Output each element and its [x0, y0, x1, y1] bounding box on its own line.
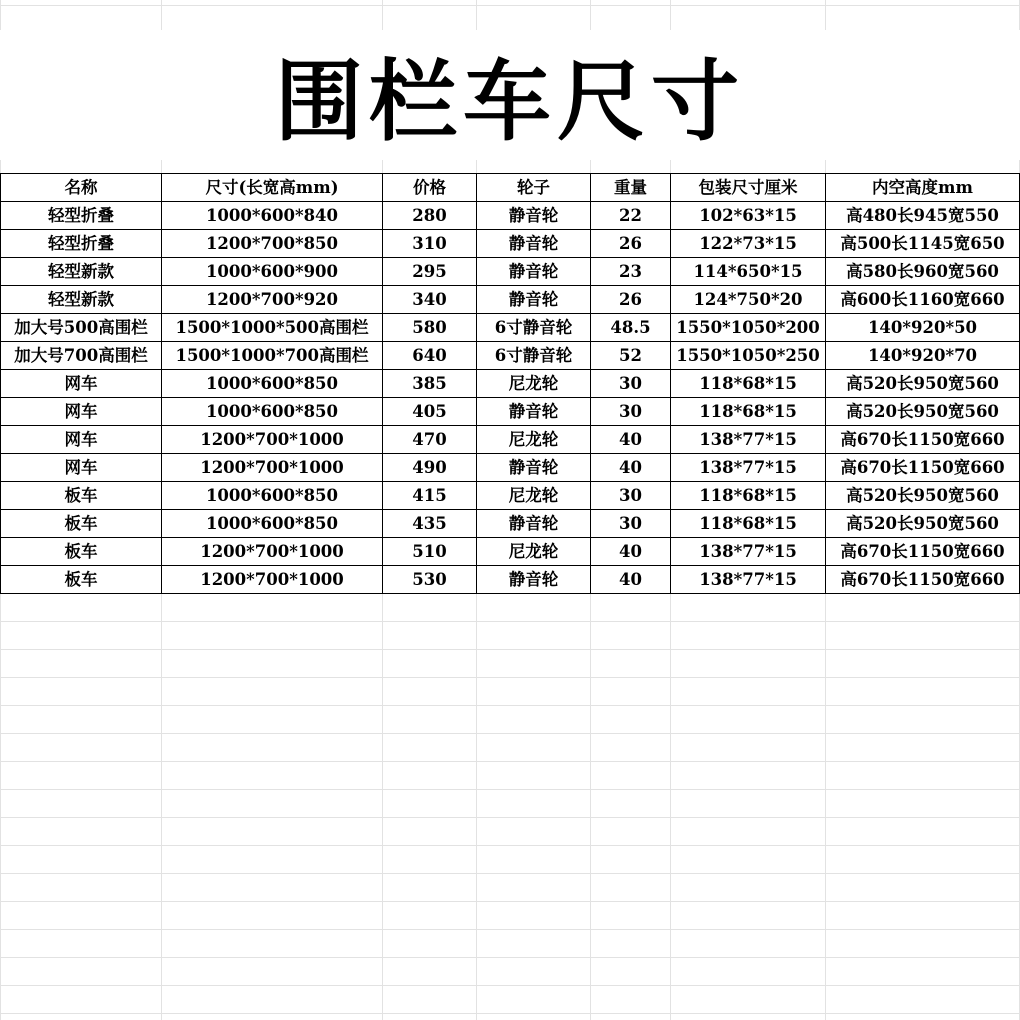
cell-size[interactable]: 1500*1000*500高围栏: [162, 314, 383, 342]
cell-price[interactable]: 510: [383, 538, 477, 566]
cell-inner-height[interactable]: 高670长1150宽660: [826, 566, 1020, 594]
cell-name[interactable]: 网车: [1, 454, 162, 482]
cell-size[interactable]: 1000*600*850: [162, 370, 383, 398]
sheet-title: 围栏车尺寸: [0, 30, 1020, 160]
table-row: [1, 398, 1020, 426]
cell-size[interactable]: 1000*600*850: [162, 398, 383, 426]
cell-inner-height[interactable]: 140*920*50: [826, 314, 1020, 342]
cell-package-size[interactable]: 102*63*15: [671, 202, 826, 230]
cell-price[interactable]: 435: [383, 510, 477, 538]
cell-name[interactable]: 板车: [1, 538, 162, 566]
cell-weight[interactable]: 48.5: [591, 314, 671, 342]
cell-weight[interactable]: 40: [591, 454, 671, 482]
header-row: [1, 174, 1020, 202]
table-row: [1, 566, 1020, 594]
cell-name[interactable]: 网车: [1, 426, 162, 454]
table-row: [1, 286, 1020, 314]
product-size-table: [0, 173, 1020, 594]
header-price[interactable]: 价格: [383, 174, 477, 202]
cell-inner-height[interactable]: 高670长1150宽660: [826, 454, 1020, 482]
cell-weight[interactable]: 23: [591, 258, 671, 286]
cell-size[interactable]: 1200*700*920: [162, 286, 383, 314]
table-row: [1, 482, 1020, 510]
cell-wheels[interactable]: 静音轮: [477, 454, 591, 482]
cell-size[interactable]: 1200*700*1000: [162, 538, 383, 566]
cell-package-size[interactable]: 138*77*15: [671, 566, 826, 594]
cell-inner-height[interactable]: 高600长1160宽660: [826, 286, 1020, 314]
cell-package-size[interactable]: 122*73*15: [671, 230, 826, 258]
table-row: [1, 202, 1020, 230]
header-inner-height[interactable]: 内空高度mm: [826, 174, 1020, 202]
cell-inner-height[interactable]: 高500长1145宽650: [826, 230, 1020, 258]
cell-package-size[interactable]: 1550*1050*250: [671, 342, 826, 370]
cell-wheels[interactable]: 6寸静音轮: [477, 314, 591, 342]
table-row: [1, 314, 1020, 342]
cell-wheels[interactable]: 6寸静音轮: [477, 342, 591, 370]
cell-inner-height[interactable]: 高520长950宽560: [826, 398, 1020, 426]
cell-name[interactable]: 轻型折叠: [1, 230, 162, 258]
cell-weight[interactable]: 26: [591, 230, 671, 258]
cell-package-size[interactable]: 138*77*15: [671, 426, 826, 454]
cell-package-size[interactable]: 138*77*15: [671, 538, 826, 566]
cell-price[interactable]: 340: [383, 286, 477, 314]
cell-wheels[interactable]: 静音轮: [477, 510, 591, 538]
cell-price[interactable]: 405: [383, 398, 477, 426]
cell-package-size[interactable]: 118*68*15: [671, 482, 826, 510]
cell-price[interactable]: 640: [383, 342, 477, 370]
cell-wheels[interactable]: 尼龙轮: [477, 538, 591, 566]
cell-inner-height[interactable]: 高670长1150宽660: [826, 426, 1020, 454]
cell-weight[interactable]: 52: [591, 342, 671, 370]
cell-price[interactable]: 310: [383, 230, 477, 258]
cell-inner-height[interactable]: 高520长950宽560: [826, 510, 1020, 538]
cell-wheels[interactable]: 静音轮: [477, 258, 591, 286]
cell-size[interactable]: 1000*600*900: [162, 258, 383, 286]
cell-weight[interactable]: 30: [591, 482, 671, 510]
cell-name[interactable]: 加大号700高围栏: [1, 342, 162, 370]
header-name[interactable]: 名称: [1, 174, 162, 202]
cell-price[interactable]: 530: [383, 566, 477, 594]
cell-name[interactable]: 加大号500高围栏: [1, 314, 162, 342]
table-row: [1, 342, 1020, 370]
cell-size[interactable]: 1000*600*840: [162, 202, 383, 230]
cell-inner-height[interactable]: 高480长945宽550: [826, 202, 1020, 230]
cell-wheels[interactable]: 静音轮: [477, 398, 591, 426]
cell-weight[interactable]: 30: [591, 510, 671, 538]
cell-wheels[interactable]: 静音轮: [477, 202, 591, 230]
table-row: [1, 258, 1020, 286]
cell-name[interactable]: 轻型新款: [1, 286, 162, 314]
cell-package-size[interactable]: 1550*1050*200: [671, 314, 826, 342]
cell-price[interactable]: 295: [383, 258, 477, 286]
cell-wheels[interactable]: 静音轮: [477, 230, 591, 258]
cell-weight[interactable]: 26: [591, 286, 671, 314]
cell-name[interactable]: 网车: [1, 370, 162, 398]
cell-size[interactable]: 1500*1000*700高围栏: [162, 342, 383, 370]
header-wheels[interactable]: 轮子: [477, 174, 591, 202]
cell-size[interactable]: 1200*700*1000: [162, 454, 383, 482]
cell-weight[interactable]: 40: [591, 538, 671, 566]
cell-weight[interactable]: 40: [591, 566, 671, 594]
cell-name[interactable]: 板车: [1, 482, 162, 510]
header-size[interactable]: 尺寸(长宽高mm): [162, 174, 383, 202]
cell-price[interactable]: 415: [383, 482, 477, 510]
cell-package-size[interactable]: 118*68*15: [671, 370, 826, 398]
cell-inner-height[interactable]: 高520长950宽560: [826, 482, 1020, 510]
cell-weight[interactable]: 40: [591, 426, 671, 454]
cell-size[interactable]: 1200*700*1000: [162, 426, 383, 454]
cell-weight[interactable]: 22: [591, 202, 671, 230]
cell-wheels[interactable]: 尼龙轮: [477, 482, 591, 510]
cell-price[interactable]: 490: [383, 454, 477, 482]
cell-inner-height[interactable]: 高580长960宽560: [826, 258, 1020, 286]
cell-name[interactable]: 轻型折叠: [1, 202, 162, 230]
table-row: [1, 230, 1020, 258]
table-row: [1, 426, 1020, 454]
cell-weight[interactable]: 30: [591, 370, 671, 398]
cell-size[interactable]: 1200*700*850: [162, 230, 383, 258]
cell-price[interactable]: 385: [383, 370, 477, 398]
table-row: [1, 454, 1020, 482]
table-row: [1, 538, 1020, 566]
header-weight[interactable]: 重量: [591, 174, 671, 202]
cell-wheels[interactable]: 静音轮: [477, 286, 591, 314]
cell-size[interactable]: 1000*600*850: [162, 482, 383, 510]
table-row: [1, 370, 1020, 398]
cell-size[interactable]: 1200*700*1000: [162, 566, 383, 594]
cell-inner-height[interactable]: 高520长950宽560: [826, 370, 1020, 398]
cell-price[interactable]: 280: [383, 202, 477, 230]
cell-name[interactable]: 板车: [1, 566, 162, 594]
cell-inner-height[interactable]: 140*920*70: [826, 342, 1020, 370]
cell-weight[interactable]: 30: [591, 398, 671, 426]
cell-package-size[interactable]: 124*750*20: [671, 286, 826, 314]
cell-name[interactable]: 网车: [1, 398, 162, 426]
cell-package-size[interactable]: 138*77*15: [671, 454, 826, 482]
cell-size[interactable]: 1000*600*850: [162, 510, 383, 538]
cell-wheels[interactable]: 尼龙轮: [477, 370, 591, 398]
cell-wheels[interactable]: 尼龙轮: [477, 426, 591, 454]
table-row: [1, 510, 1020, 538]
cell-package-size[interactable]: 114*650*15: [671, 258, 826, 286]
cell-name[interactable]: 板车: [1, 510, 162, 538]
cell-name[interactable]: 轻型新款: [1, 258, 162, 286]
cell-price[interactable]: 580: [383, 314, 477, 342]
cell-price[interactable]: 470: [383, 426, 477, 454]
cell-package-size[interactable]: 118*68*15: [671, 398, 826, 426]
header-package-size[interactable]: 包装尺寸厘米: [671, 174, 826, 202]
cell-package-size[interactable]: 118*68*15: [671, 510, 826, 538]
cell-inner-height[interactable]: 高670长1150宽660: [826, 538, 1020, 566]
cell-wheels[interactable]: 静音轮: [477, 566, 591, 594]
